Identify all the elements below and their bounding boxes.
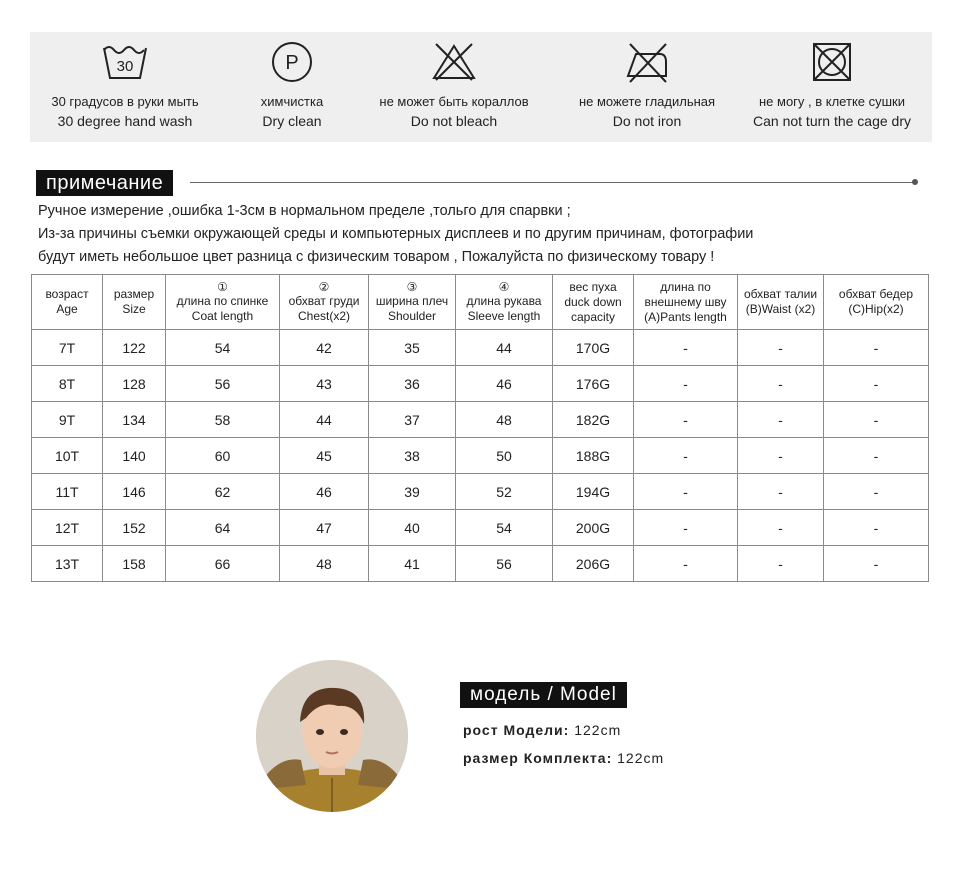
header-label: возраст [45, 287, 89, 301]
table-cell: 206G [553, 546, 634, 582]
table-cell: 50 [456, 438, 553, 474]
table-cell: 10T [32, 438, 103, 474]
table-cell: - [824, 474, 929, 510]
table-cell: 134 [103, 402, 166, 438]
table-cell: 140 [103, 438, 166, 474]
table-cell: 43 [280, 366, 369, 402]
model-size [463, 750, 664, 766]
no-tumble-dry-icon [810, 40, 854, 84]
model-height-label: рост Модели: [463, 722, 570, 738]
table-cell: 54 [166, 330, 280, 366]
care-item-no-tumble-dry [742, 32, 922, 142]
table-header-cell [456, 275, 553, 330]
table-cell: - [738, 474, 824, 510]
header-label: вес пуха [569, 279, 617, 294]
table-cell: - [634, 510, 738, 546]
table-cell: 46 [280, 474, 369, 510]
header-number-mark: ④ [498, 279, 510, 294]
table-cell: - [824, 402, 929, 438]
table-cell: 42 [280, 330, 369, 366]
header-label: Sleeve length [467, 308, 541, 323]
table-header-row [32, 275, 929, 330]
table-cell: 146 [103, 474, 166, 510]
care-label-ru: не можете гладильная [578, 94, 716, 109]
care-label-en: Do not bleach [410, 113, 498, 129]
note-line-1: Ручное измерение ,ошибка 1-3см в нормальном пределе ,тольго для спарвки ; [38, 203, 571, 219]
table-cell: 66 [166, 546, 280, 582]
table-cell: - [738, 438, 824, 474]
table-row [32, 330, 929, 366]
table-cell: - [634, 546, 738, 582]
table-cell: - [634, 330, 738, 366]
no-iron-icon [622, 40, 672, 84]
header-label: (A)Pants length [644, 309, 727, 324]
model-size-label: размер Комплекта: [463, 750, 613, 766]
size-table [31, 274, 929, 582]
table-cell: 9T [32, 402, 103, 438]
table-cell: 47 [280, 510, 369, 546]
table-row [32, 402, 929, 438]
table-cell: - [738, 402, 824, 438]
header-number-mark: ① [217, 279, 228, 294]
table-cell: 41 [369, 546, 456, 582]
table-cell: 56 [456, 546, 553, 582]
header-label: Chest(x2) [297, 308, 350, 323]
table-cell: 12T [32, 510, 103, 546]
table-row [32, 546, 929, 582]
table-cell: - [824, 366, 929, 402]
table-cell: - [634, 474, 738, 510]
header-label: capacity [570, 309, 616, 324]
table-cell: 158 [103, 546, 166, 582]
table-row [32, 366, 929, 402]
care-label-en: 30 degree hand wash [57, 113, 193, 129]
table-cell: 54 [456, 510, 553, 546]
table-cell: 62 [166, 474, 280, 510]
table-cell: 45 [280, 438, 369, 474]
hand-wash-30-icon [100, 40, 150, 84]
table-cell: - [634, 438, 738, 474]
care-item-no-bleach [364, 32, 544, 142]
table-cell: 7T [32, 330, 103, 366]
table-cell: - [738, 330, 824, 366]
model-height-value: 122cm [574, 722, 622, 738]
table-cell: - [738, 546, 824, 582]
table-header-cell [280, 275, 369, 330]
table-cell: 64 [166, 510, 280, 546]
care-item-no-iron [557, 32, 737, 142]
care-label-ru: химчистка [260, 94, 324, 109]
header-label: Age [56, 302, 78, 316]
table-cell: - [634, 366, 738, 402]
header-label: обхват бедер [838, 287, 914, 301]
care-label-en: Do not iron [612, 113, 682, 129]
note-divider-dot [912, 179, 918, 185]
table-cell: - [824, 546, 929, 582]
table-cell: 37 [369, 402, 456, 438]
table-header-cell [553, 275, 634, 330]
care-item-dry-clean [202, 32, 382, 142]
model-photo-image [256, 660, 408, 812]
header-label: (C)Hip(x2) [848, 302, 904, 316]
table-cell: 170G [553, 330, 634, 366]
care-label-ru: 30 градусов в руки мыть [51, 94, 199, 109]
table-header-cell [32, 275, 103, 330]
table-header-cell [369, 275, 456, 330]
header-label: внешнему шву [644, 294, 727, 309]
table-cell: - [824, 510, 929, 546]
table-cell: 56 [166, 366, 280, 402]
table-body [32, 330, 929, 582]
svg-text:30: 30 [116, 58, 134, 75]
table-cell: 152 [103, 510, 166, 546]
header-label: обхват талии [743, 287, 818, 301]
model-title: модель / Model [460, 682, 627, 708]
table-cell: 48 [280, 546, 369, 582]
table-cell: 38 [369, 438, 456, 474]
note-line-3: будут иметь небольшое цвет разница с физическим товаром , Пожалуйста по физическому товару ! [38, 249, 715, 265]
table-cell: 182G [553, 402, 634, 438]
table-cell: 122 [103, 330, 166, 366]
svg-text:P: P [285, 52, 299, 74]
table-cell: 35 [369, 330, 456, 366]
table-header-cell [824, 275, 929, 330]
table-row [32, 474, 929, 510]
care-label-en: Dry clean [262, 113, 322, 129]
header-label: длина по спинке [176, 293, 269, 308]
table-cell: 8T [32, 366, 103, 402]
table-cell: 128 [103, 366, 166, 402]
table-cell: 176G [553, 366, 634, 402]
table-cell: - [634, 402, 738, 438]
model-size-value: 122cm [617, 750, 665, 766]
note-line-2: Из-за причины съемки окружающей среды и компьютерных дисплеев и по другим причинам, фотографии [38, 226, 754, 242]
header-label: длина рукава [466, 293, 542, 308]
header-label: Shoulder [387, 308, 437, 323]
table-header-cell [738, 275, 824, 330]
table-cell: 44 [280, 402, 369, 438]
table-cell: 36 [369, 366, 456, 402]
care-instructions-bar [30, 32, 932, 142]
table-cell: 11T [32, 474, 103, 510]
table-cell: 52 [456, 474, 553, 510]
table-cell: 13T [32, 546, 103, 582]
table-cell: 46 [456, 366, 553, 402]
table-header-cell [634, 275, 738, 330]
care-item-hand-wash [35, 32, 215, 142]
table-cell: - [738, 510, 824, 546]
table-cell: 60 [166, 438, 280, 474]
header-label: размер [113, 287, 155, 301]
header-label: duck down [564, 294, 622, 309]
table-cell: - [824, 330, 929, 366]
table-cell: - [738, 366, 824, 402]
table-header-cell [166, 275, 280, 330]
note-title: примечание [36, 170, 173, 196]
note-divider [190, 182, 914, 183]
header-number-mark: ② [318, 279, 330, 294]
table-header-cell [103, 275, 166, 330]
care-label-ru: не может быть кораллов [379, 94, 529, 109]
header-label: длина по [660, 279, 711, 294]
header-number-mark: ③ [406, 279, 418, 294]
table-cell: 188G [553, 438, 634, 474]
care-label-en: Can not turn the cage dry [753, 113, 911, 129]
care-label-ru: не могу , в клетке сушки [758, 94, 905, 109]
dry-clean-p-icon [270, 40, 314, 84]
model-avatar [256, 660, 408, 812]
header-label: обхват груди [288, 293, 360, 308]
table-cell: - [824, 438, 929, 474]
table-cell: 44 [456, 330, 553, 366]
table-row [32, 510, 929, 546]
header-label: Size [122, 302, 146, 316]
no-bleach-icon [430, 40, 478, 84]
table-cell: 39 [369, 474, 456, 510]
table-cell: 200G [553, 510, 634, 546]
header-label: Coat length [191, 308, 254, 323]
model-height [463, 722, 621, 738]
header-label: ширина плеч [375, 293, 449, 308]
table-cell: 40 [369, 510, 456, 546]
header-label: (B)Waist (x2) [745, 302, 816, 316]
table-row [32, 438, 929, 474]
table-cell: 58 [166, 402, 280, 438]
table-cell: 48 [456, 402, 553, 438]
table-cell: 194G [553, 474, 634, 510]
